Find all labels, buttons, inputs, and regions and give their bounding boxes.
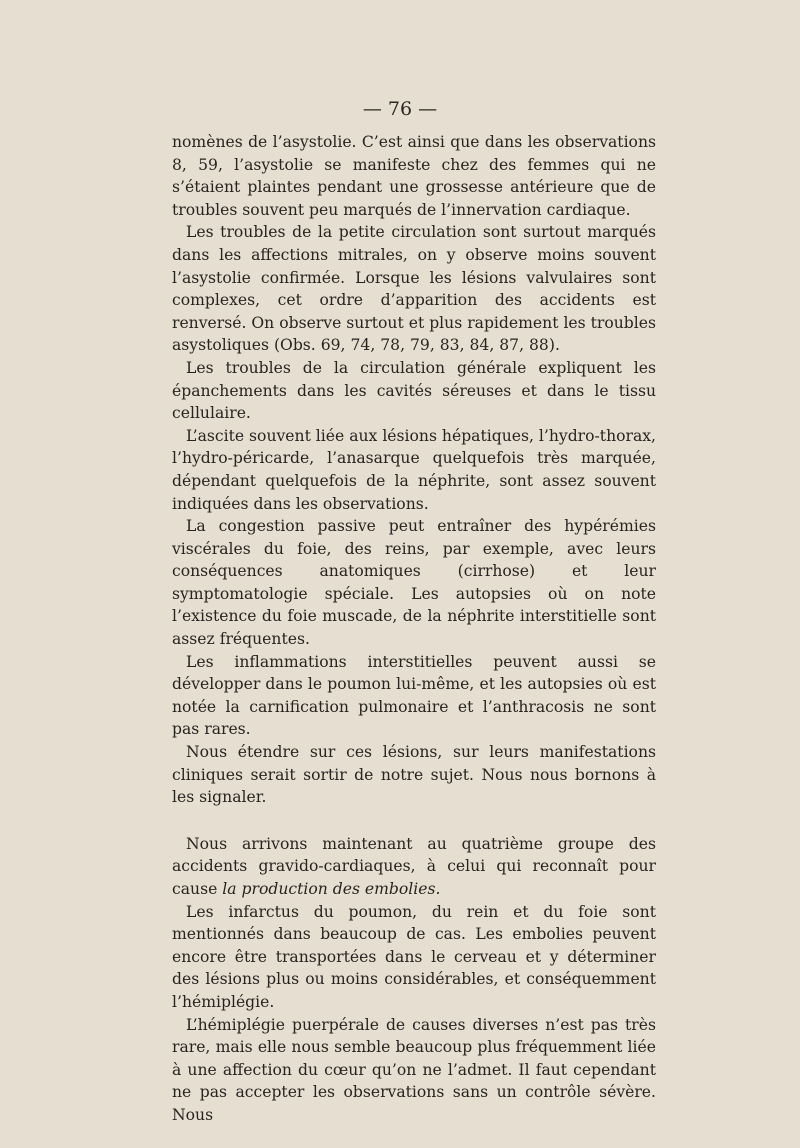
page-number: — 76 — <box>362 98 438 120</box>
paragraph: La congestion passive peut entraîner des hypérémies viscérales du foie, des reins, par exemple, avec leurs conséquences anatomiques (cirrhose) et leur symptomatologie spéciale. Les autopsies où on note l’existence du foie muscade, de la néphrite interstitielle sont assez fréquentes. <box>172 517 656 649</box>
paragraph: L’hémiplégie puerpérale de causes diverses n’est pas très rare, mais elle nous semble beaucoup plus fréquemment liée à une affection du cœur qu’on ne l’admet. Il faut cependant ne pas accepter les observations sans un contrôle sévère. Nous <box>172 1015 656 1124</box>
body-text <box>172 131 656 1127</box>
paragraph: nomènes de l’asystolie. C’est ainsi que dans les observations 8, 59, l’asystolie se manifeste chez des femmes qui ne s’étaient plaintes pendant une grossesse antérieure que de troubles souvent peu marqués de l’innervation cardiaque. <box>172 133 656 219</box>
paragraph: Les troubles de la circulation générale expliquent les épanchements dans les cavités séreuses et dans le tissu cellulaire. <box>172 358 656 423</box>
paragraph: Nous étendre sur ces lésions, sur leurs manifestations cliniques serait sortir de notre sujet. Nous nous bornons à les signaler. <box>172 743 656 807</box>
paragraph: Les troubles de la petite circulation sont surtout marqués dans les affections mitrales, on y observe moins souvent l’asystolie confirmée. Lorsque les lésions valvulaires sont complexes, cet ordre d’apparition des accidents est renversé. On observe surtout et plus rapidement les troubles asystoliques (Obs. 69, 74, 78, 79, 83, 84, 87, 88). <box>172 223 656 355</box>
section-intro-emphasis: la production des embolies. <box>222 880 441 898</box>
section-intro-paragraph <box>172 833 656 901</box>
paragraph: Les inflammations interstitielles peuvent aussi se développer dans le poumon lui-même, et les autopsies où est notée la carnification pulmonaire et l’anthracosis ne sont pas rares. <box>172 652 656 739</box>
section-intro-text: Nous arrivons maintenant au quatrième groupe des accidents gravido-cardiaques, à celui qui reconnaît pour cause <box>172 834 656 898</box>
paragraph: Les infarctus du poumon, du rein et du foie sont mentionnés dans beaucoup de cas. Les embolies peuvent encore être transportées dans le cerveau et y déterminer des lésions plus ou moins considérables, et conséquemment l’hémiplégie. <box>172 902 656 1011</box>
paragraph: L’ascite souvent liée aux lésions hépatiques, l’hydro-thorax, l’hydro-péricarde, l’anasarque quelquefois très marquée, dépendant quelquefois de la néphrite, sont assez souvent indiquées dans les observations. <box>172 426 656 513</box>
